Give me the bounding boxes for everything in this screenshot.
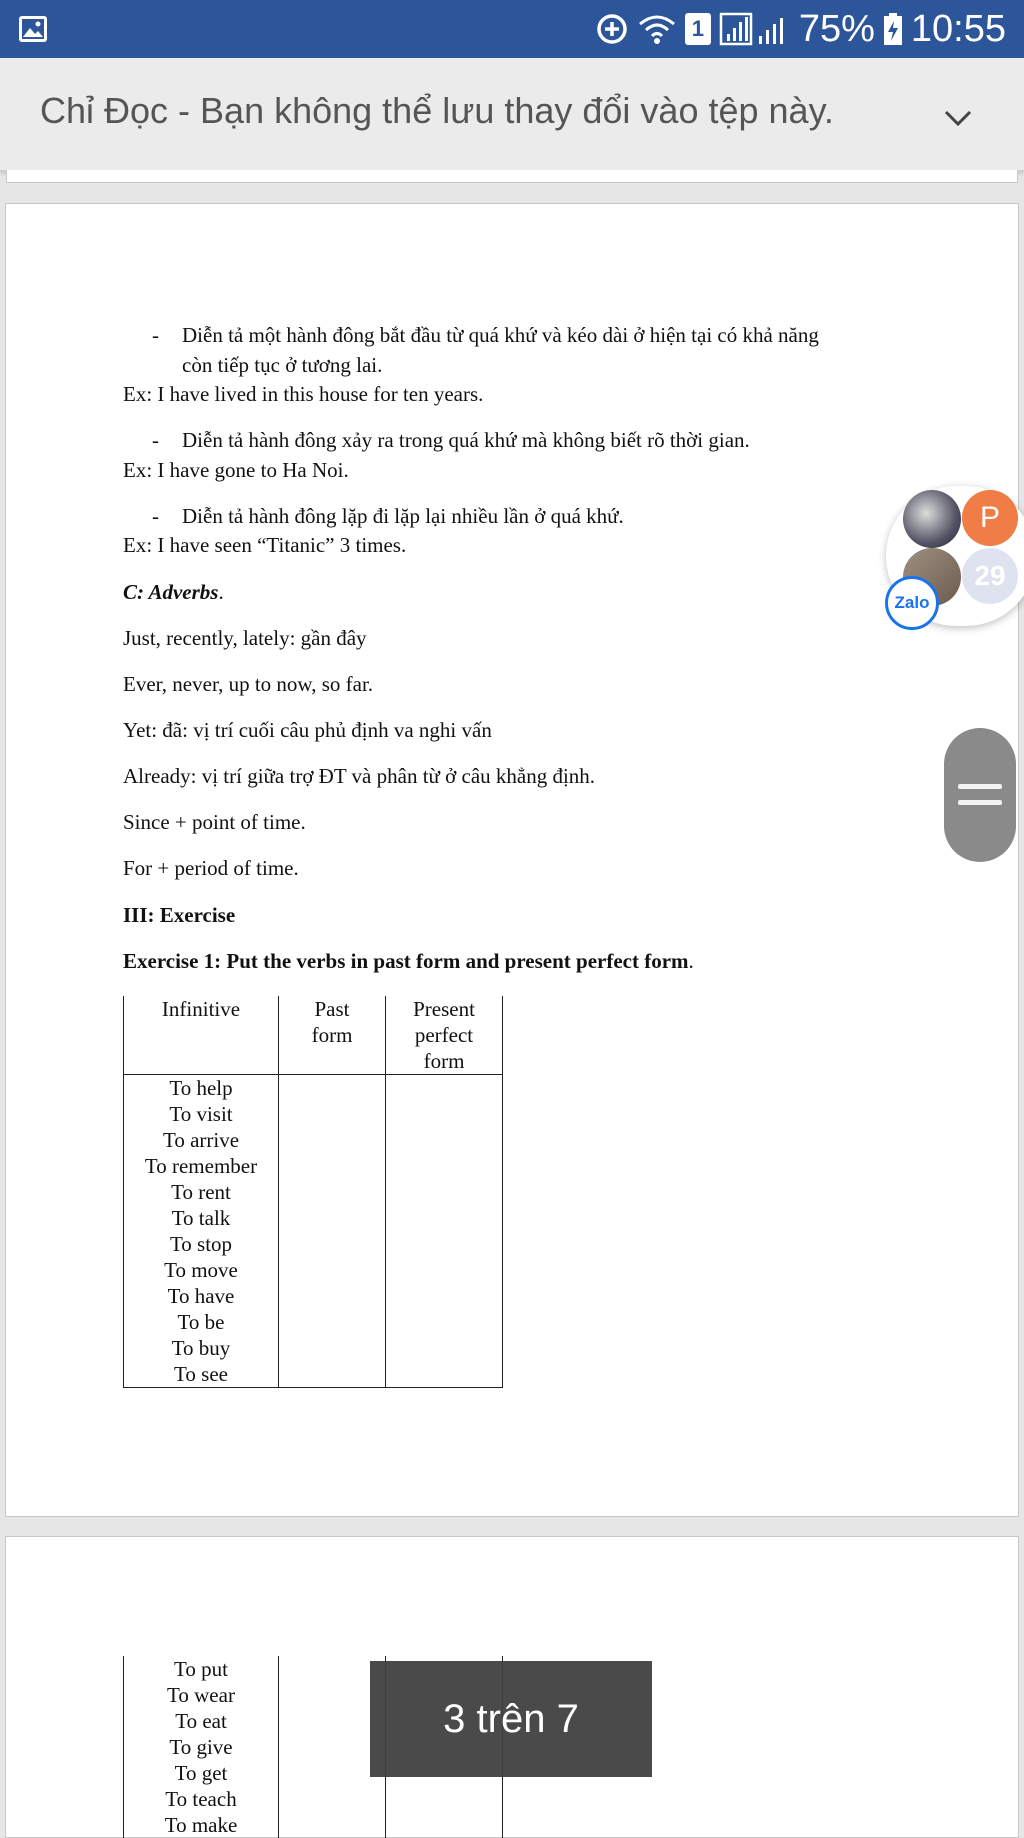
infinitive-cell: To stop xyxy=(124,1231,279,1257)
previous-page-edge xyxy=(6,170,1018,183)
present-perfect-cell xyxy=(386,1786,503,1812)
present-perfect-cell xyxy=(386,1309,503,1335)
battery-percent: 75% xyxy=(798,7,875,50)
table-header: Past form xyxy=(279,996,386,1075)
scroll-handle[interactable] xyxy=(944,728,1016,862)
table-row xyxy=(124,1153,503,1179)
example-text: Ex: I have gone to Ha Noi. xyxy=(123,458,349,482)
bullet-text: Diễn tả hành đông lặp đi lặp lại nhiều lần ở quá khứ. xyxy=(182,504,624,528)
infinitive-cell: To put xyxy=(124,1656,279,1682)
infinitive-cell: To wear xyxy=(124,1682,279,1708)
bullet-mark: - xyxy=(152,504,159,528)
infinitive-cell: To make xyxy=(124,1812,279,1838)
present-perfect-cell xyxy=(386,1257,503,1283)
infinitive-cell: To remember xyxy=(124,1153,279,1179)
present-perfect-cell xyxy=(386,1179,503,1205)
adverb-line: Ever, never, up to now, so far. xyxy=(123,672,374,696)
present-perfect-cell xyxy=(386,1335,503,1361)
infinitive-cell: To see xyxy=(124,1361,279,1388)
present-perfect-cell xyxy=(386,1361,503,1388)
zalo-icon[interactable]: Zalo xyxy=(885,576,939,630)
data-saver-icon xyxy=(595,12,629,46)
adverbs-heading: C: Adverbs. xyxy=(123,580,224,604)
read-only-message: Chỉ Đọc - Bạn không thể lưu thay đổi vào tệp này. xyxy=(40,90,834,131)
past-form-cell xyxy=(279,1101,386,1127)
signal-icon xyxy=(719,12,791,46)
past-form-cell xyxy=(279,1257,386,1283)
past-form-cell xyxy=(279,1812,386,1838)
infinitive-cell: To move xyxy=(124,1257,279,1283)
past-form-cell xyxy=(279,1075,386,1102)
table-row xyxy=(124,1205,503,1231)
adverb-line: Since + point of time. xyxy=(123,810,306,834)
infinitive-cell: To teach xyxy=(124,1786,279,1812)
present-perfect-cell xyxy=(386,1205,503,1231)
table-row xyxy=(124,1231,503,1257)
present-perfect-cell xyxy=(386,1812,503,1838)
past-form-cell xyxy=(279,1231,386,1257)
verb-table xyxy=(123,996,503,1388)
unread-count-badge[interactable]: 29 xyxy=(962,548,1018,604)
past-form-cell xyxy=(279,1335,386,1361)
exercise-heading: III: Exercise xyxy=(123,903,236,927)
past-form-cell xyxy=(279,1283,386,1309)
table-row xyxy=(124,1257,503,1283)
table-row xyxy=(124,1786,503,1812)
present-perfect-cell xyxy=(386,1127,503,1153)
table-row xyxy=(124,1335,503,1361)
past-form-cell xyxy=(279,1205,386,1231)
past-form-cell xyxy=(279,1153,386,1179)
adverb-line: Already: vị trí giữa trợ ĐT và phân từ ở câu khẳng định. xyxy=(123,764,596,788)
infinitive-cell: To eat xyxy=(124,1708,279,1734)
table-row xyxy=(124,1361,503,1388)
table-header: Infinitive xyxy=(124,996,279,1075)
example-text: Ex: I have seen “Titanic” 3 times. xyxy=(123,533,407,557)
infinitive-cell: To talk xyxy=(124,1205,279,1231)
infinitive-cell: To be xyxy=(124,1309,279,1335)
contact-avatar[interactable] xyxy=(903,490,961,548)
bullet-text: Diễn tả hành đông xảy ra trong quá khứ mà không biết rõ thời gian. xyxy=(182,428,750,452)
table-row xyxy=(124,1101,503,1127)
wifi-icon xyxy=(637,12,677,46)
past-form-cell xyxy=(279,1179,386,1205)
past-form-cell xyxy=(279,1786,386,1812)
present-perfect-cell xyxy=(386,1153,503,1179)
table-header: Present perfect form xyxy=(386,996,503,1075)
read-only-banner[interactable] xyxy=(0,58,1024,172)
table-row xyxy=(124,1283,503,1309)
status-bar xyxy=(0,0,1024,58)
exercise1-title: Exercise 1: Put the verbs in past form and present perfect form. xyxy=(123,949,694,973)
infinitive-cell: To give xyxy=(124,1734,279,1760)
infinitive-cell: To get xyxy=(124,1760,279,1786)
bullet-text: Diễn tả một hành đông bắt đầu từ quá khứ và kéo dài ở hiện tại có khả năng xyxy=(182,323,819,347)
infinitive-cell: To rent xyxy=(124,1179,279,1205)
adverb-line: Just, recently, lately: gần đây xyxy=(123,626,367,650)
adverb-line: For + period of time. xyxy=(123,856,299,880)
bullet-text: còn tiếp tục ở tương lai. xyxy=(182,353,383,377)
chevron-down-icon[interactable] xyxy=(940,100,976,136)
table-row xyxy=(124,1127,503,1153)
infinitive-cell: To buy xyxy=(124,1335,279,1361)
adverb-line: Yet: đã: vị trí cuối câu phủ định va nghi vấn xyxy=(123,718,492,742)
past-form-cell xyxy=(279,1127,386,1153)
present-perfect-cell xyxy=(386,1075,503,1102)
past-form-cell xyxy=(279,1361,386,1388)
past-form-cell xyxy=(279,1309,386,1335)
battery-icon xyxy=(883,12,903,46)
present-perfect-cell xyxy=(386,1231,503,1257)
bullet-mark: - xyxy=(152,428,159,452)
example-text: Ex: I have lived in this house for ten years. xyxy=(123,382,484,406)
table-row xyxy=(124,1812,503,1838)
gallery-icon xyxy=(18,15,48,43)
present-perfect-cell xyxy=(386,1101,503,1127)
infinitive-cell: To arrive xyxy=(124,1127,279,1153)
table-row xyxy=(124,1179,503,1205)
contact-avatar[interactable]: P xyxy=(962,490,1018,546)
present-perfect-cell xyxy=(386,1283,503,1309)
sim-icon: 1 xyxy=(685,13,711,45)
page-indicator: 3 trên 7 xyxy=(370,1661,652,1777)
infinitive-cell: To visit xyxy=(124,1101,279,1127)
clock: 10:55 xyxy=(910,7,1006,50)
infinitive-cell: To have xyxy=(124,1283,279,1309)
table-row xyxy=(124,1309,503,1335)
table-row xyxy=(124,1075,503,1102)
infinitive-cell: To help xyxy=(124,1075,279,1102)
bullet-mark: - xyxy=(152,323,159,347)
